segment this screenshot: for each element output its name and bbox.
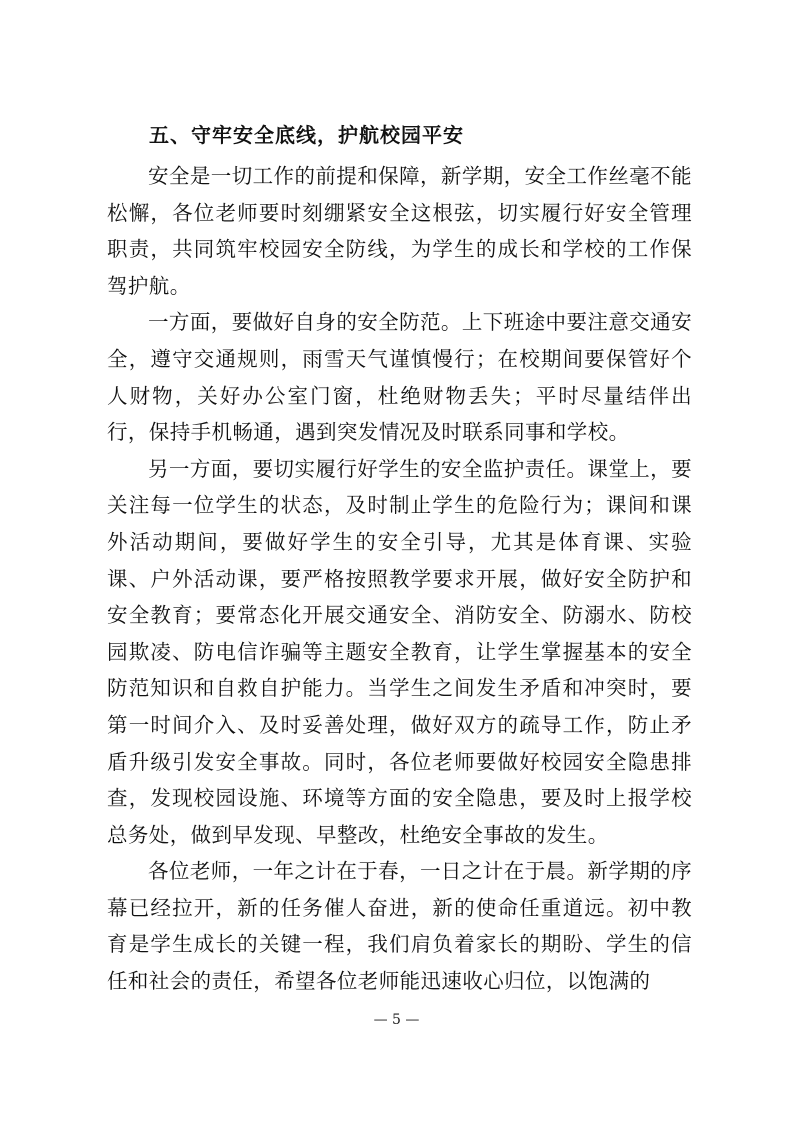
page-number: — 5 — <box>373 1012 420 1028</box>
paragraph-safety-intro: 安全是一切工作的前提和保障，新学期，安全工作丝毫不能松懈，各位老师要时刻绷紧安全这根弦，切实履行好安全管理职责，共同筑牢校园安全防线，为学生的成长和学校的工作保驾护航。 <box>107 164 692 298</box>
paragraph-student-supervision: 另一方面，要切实履行好学生的安全监护责任。课堂上，要关注每一位学生的状态，及时制止学生的危险行为；课间和课外活动期间，要做好学生的安全引导，尤其是体育课、实验课、户外活动课，要严格按照教学要求开展，做好安全防护和安全教育；要常态化开展交通安全、消防安全、防溺水、防校园欺凌、防电信诈骗等主题安全教育，让学生掌握基本的安全防范知识和自救自护能力。当学生之间发生矛盾和冲突时，要第一时间介入、及时妥善处理，做好双方的疏导工作，防止矛盾升级引发安全事故。同时，各位老师要做好校园安全隐患排查，发现校园设施、环境等方面的安全隐患，要及时上报学校总务处，做到早发现、早整改，杜绝安全事故的发生。 <box>107 456 692 847</box>
document-body <box>107 118 692 1000</box>
paragraph-closing: 各位老师，一年之计在于春，一日之计在于晨。新学期的序幕已经拉开，新的任务催人奋进，新的使命任重道远。初中教育是学生成长的关键一程，我们肩负着家长的期盼、学生的信任和社会的责任，希望各位老师能迅速收心归位，以饱满的 <box>107 859 692 994</box>
section-heading: 五、守牢安全底线，护航校园平安 <box>149 123 464 147</box>
paragraph-self-protection: 一方面，要做好自身的安全防范。上下班途中要注意交通安全，遵守交通规则，雨雪天气谨慎慢行；在校期间要保管好个人财物，关好办公室门窗，杜绝财物丢失；平时尽量结伴出行，保持手机畅通，遇到突发情况及时联系同事和学校。 <box>107 310 692 445</box>
